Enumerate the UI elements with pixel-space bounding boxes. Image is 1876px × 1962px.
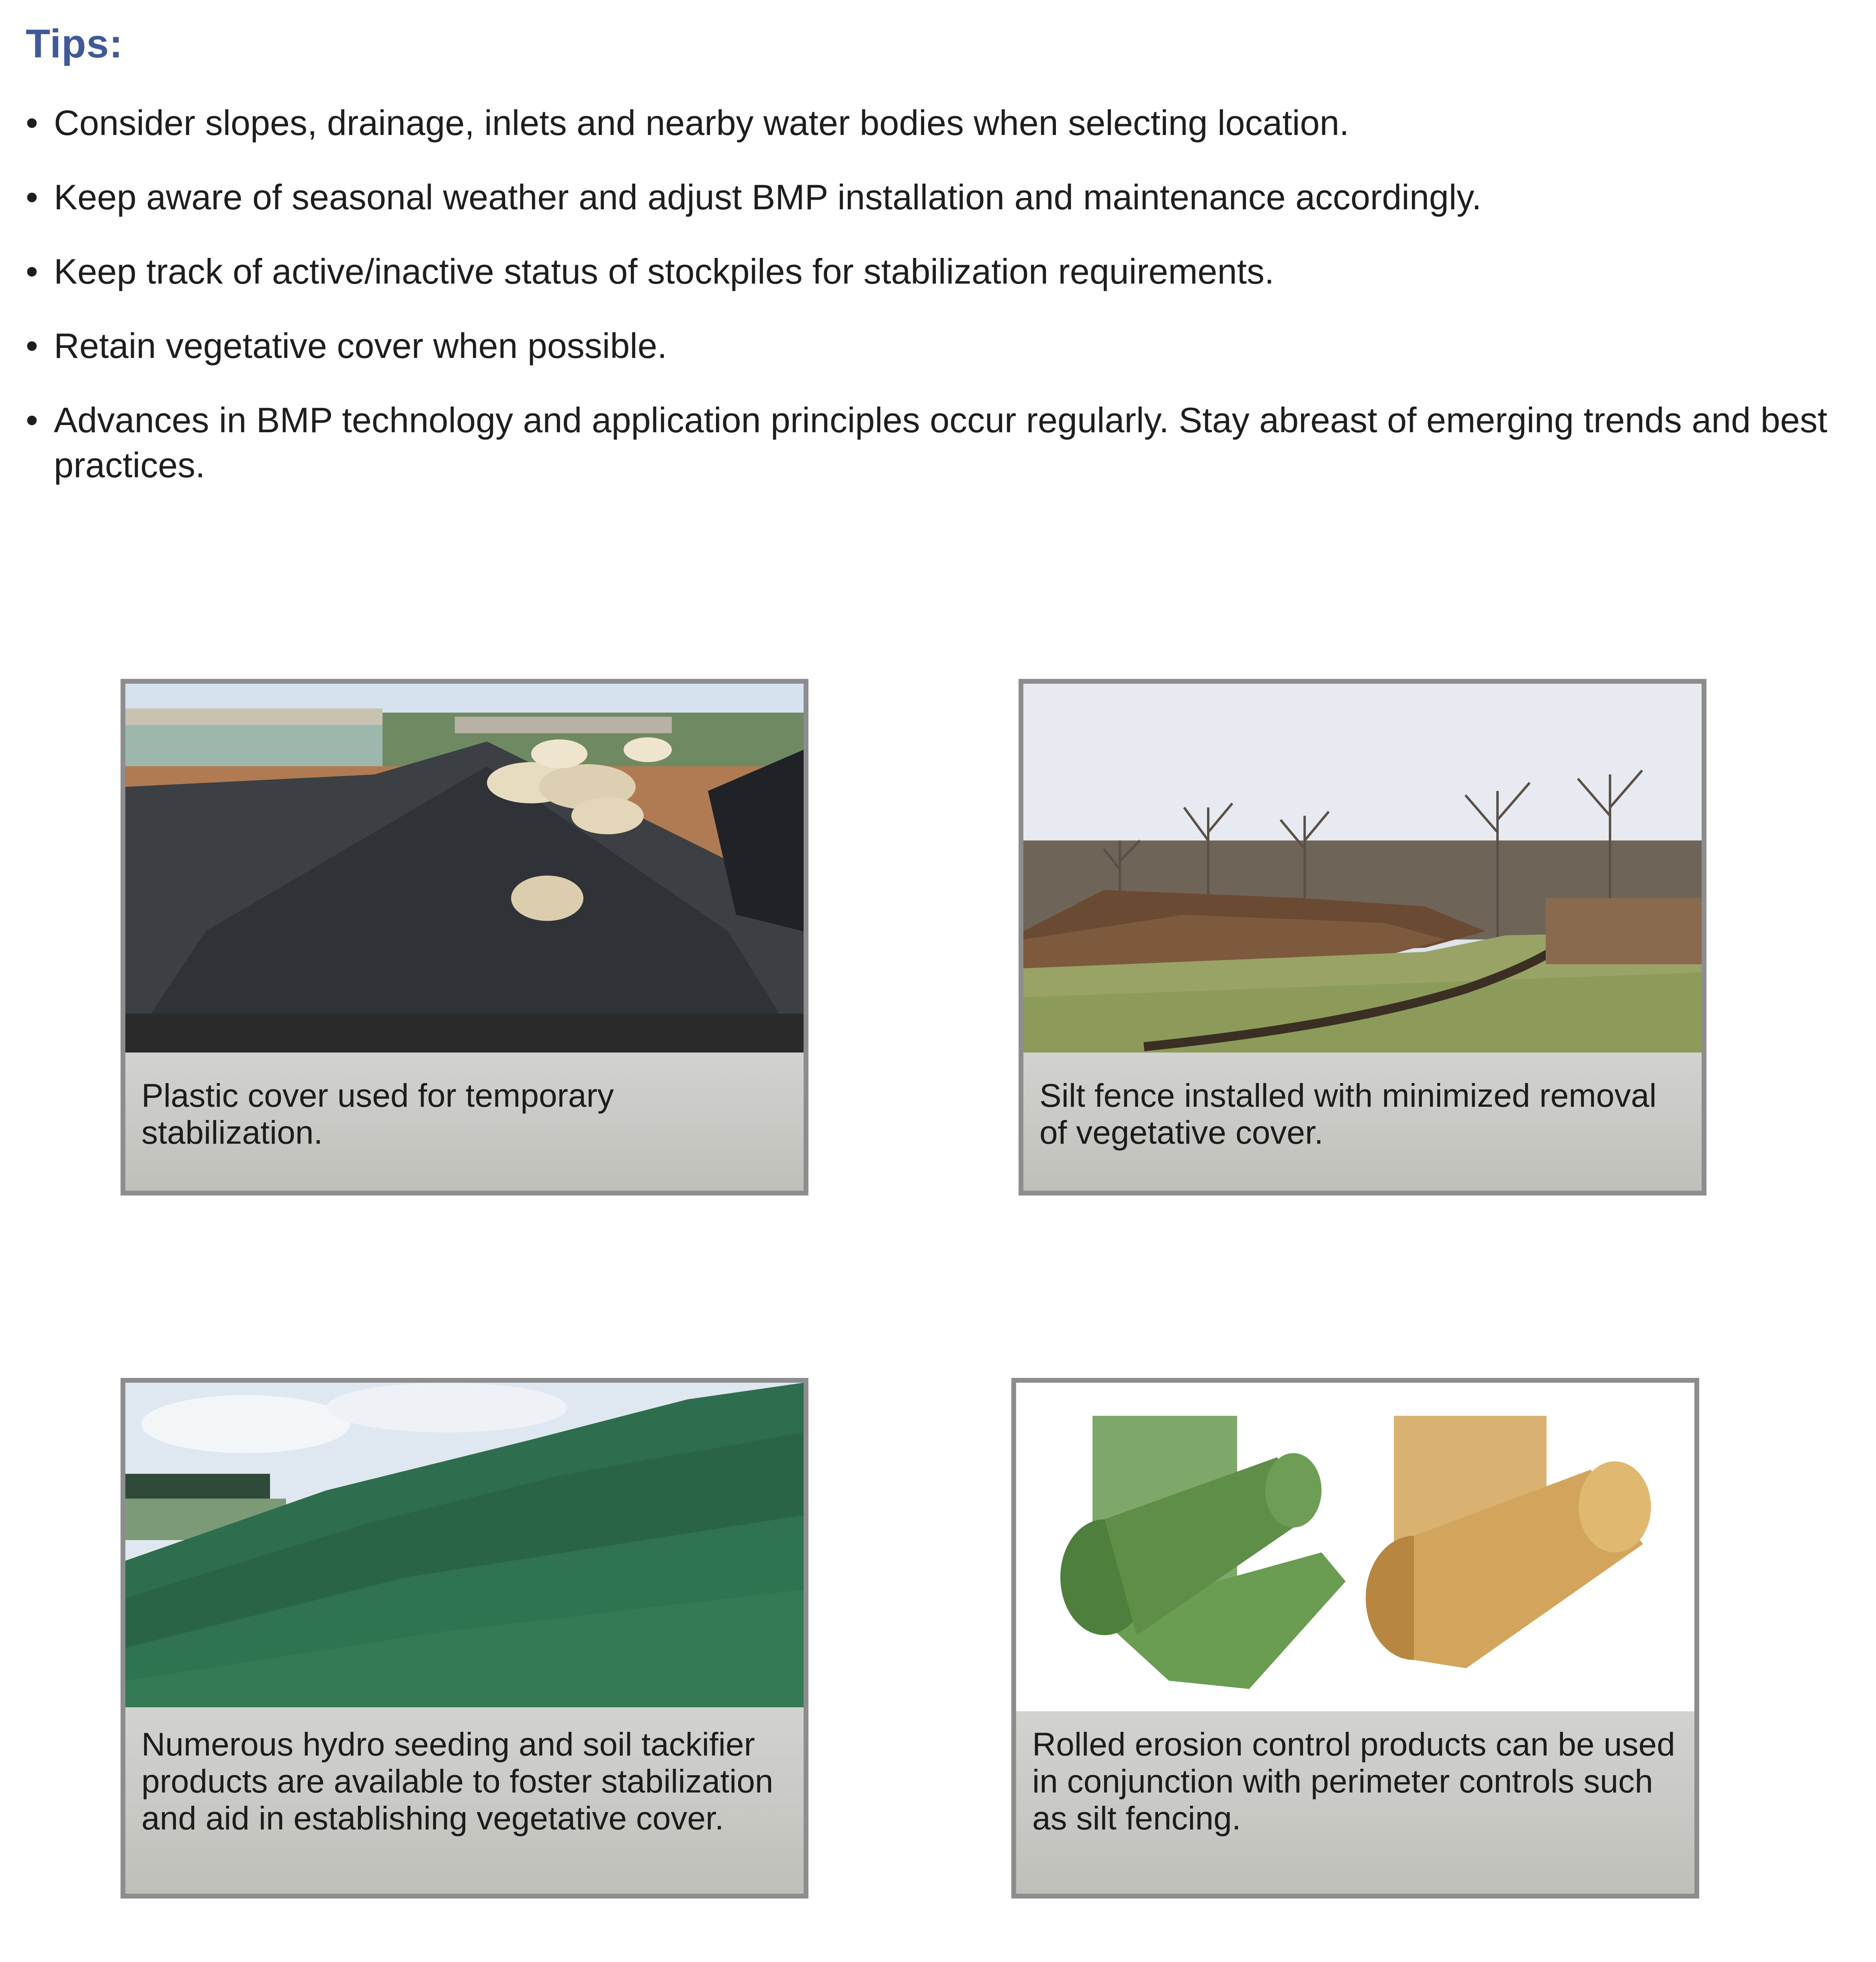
photo-card-plastic-cover [121, 679, 808, 1196]
bullet-icon: • [26, 177, 38, 217]
bullet-icon: • [26, 103, 38, 143]
tip-text: Keep track of active/inactive status of stockpiles for stabilization requirements. [54, 251, 1275, 291]
bullet-icon: • [26, 251, 38, 291]
tip-item [26, 249, 1850, 294]
photo-card-rolled-erosion [1011, 1378, 1699, 1899]
bullet-icon: • [26, 400, 38, 440]
tips-list [26, 100, 1850, 517]
tip-text: Advances in BMP technology and application principles occur regularly. Stay abreast of emerging trends and best practices. [54, 400, 1827, 485]
plastic-cover-photo [125, 684, 804, 1062]
tip-item [26, 175, 1850, 220]
tip-text: Keep aware of seasonal weather and adjust BMP installation and maintenance accordingly. [54, 177, 1482, 217]
tips-title: Tips: [26, 21, 123, 66]
silt-fence-caption: Silt fence installed with minimized removal of vegetative cover. [1039, 1077, 1657, 1151]
photo-card-silt-fence [1019, 679, 1706, 1196]
bullet-icon: • [26, 326, 38, 366]
rolled-erosion-caption: Rolled erosion control products can be used in conjunction with perimeter controls such as silt fencing. [1032, 1726, 1675, 1837]
tip-item [26, 398, 1850, 488]
hydro-seeding-caption: Numerous hydro seeding and soil tackifier products are available to foster stabilization and aid in establishing vegetative cover. [141, 1726, 773, 1837]
tip-item [26, 100, 1850, 145]
tip-item [26, 323, 1850, 368]
hydro-seeding-photo [125, 1383, 804, 1717]
photo-card-hydro-seeding [121, 1378, 808, 1899]
silt-fence-photo [1023, 684, 1702, 1062]
plastic-cover-caption: Plastic cover used for temporary stabilization. [141, 1077, 614, 1151]
tip-text: Retain vegetative cover when possible. [54, 326, 667, 366]
rolled-erosion-photo [1016, 1383, 1694, 1721]
tip-text: Consider slopes, drainage, inlets and nearby water bodies when selecting location. [54, 103, 1349, 143]
